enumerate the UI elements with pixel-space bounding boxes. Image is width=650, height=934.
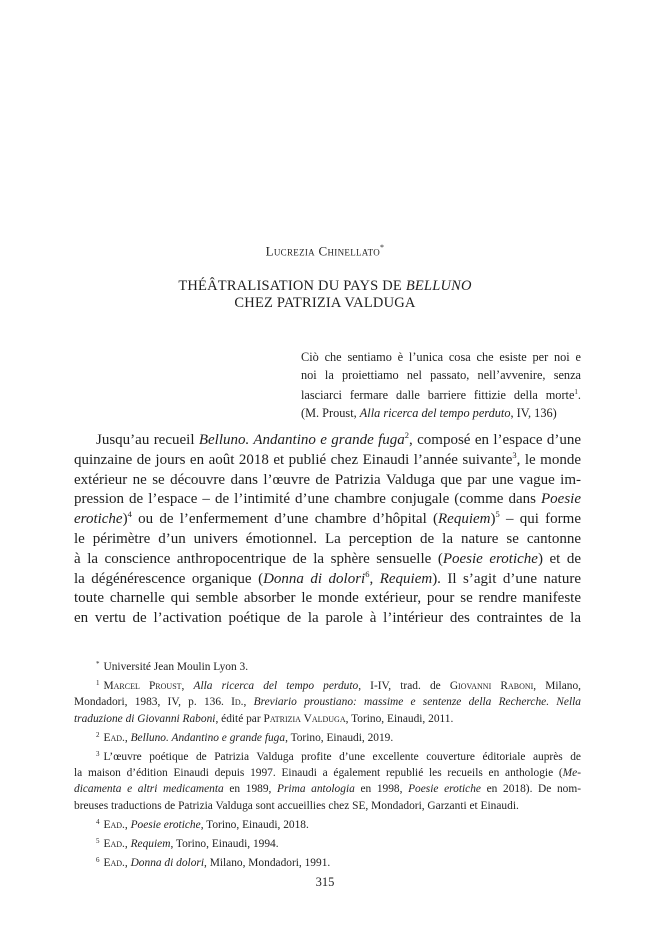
body-line: la dégénérescence organique (Donna di dolori$^6$, Requiem). Il s’agit d’une nature — [74, 568, 581, 587]
footnote-6: $^6$ Ead., Donna di dolori, Milano, Mondadori, 1991. — [96, 856, 331, 870]
epigraph — [301, 349, 581, 422]
footnote-1-cont: Mondadori, 1983, IV, p. 136. Id., Breviario proustiano: massime e sentenze della Recherche. Nella — [74, 696, 581, 709]
footnote-4: $^4$ Ead., Poesie erotiche, Torino, Einaudi, 2018. — [96, 817, 309, 831]
title-line-2: CHEZ PATRIZIA VALDUGA — [234, 295, 416, 311]
footnote-3: $^3$ L’œuvre poétique de Patrizia Valduga profite d’une excellente couverture éditoriale auprès de — [96, 750, 581, 764]
body-line: en vertu de l’activation poétique de la parole à l’intérieur des contraintes de la — [74, 610, 581, 627]
author-name: Lucrezia Chinellato* — [265, 243, 385, 259]
epigraph-line: noi la proiettiamo nel passato, nell’avvenire, senza — [301, 367, 581, 382]
page-number: 315 — [315, 875, 335, 889]
body-line: le périmètre d’un univers émotionnel. La perception de la nature se cantonne — [74, 530, 581, 547]
epigraph-citation: (M. Proust, Alla ricerca del tempo perduto, IV, 136) — [301, 405, 557, 420]
body-line: pression de l’espace – de l’intimité d’une chambre conjugale (comme dans Poesie — [74, 491, 581, 508]
footnote-1: $^1$ Marcel Proust, Alla ricerca del tempo perduto, I-IV, trad. de Giovanni Raboni, Milano, — [96, 679, 582, 693]
article-title — [0, 278, 650, 312]
body-line: erotiche)$^4$ ou de l’enfermement d’une chambre d’hôpital (Requiem)$^5$ – qui forme — [74, 509, 581, 528]
body-paragraph — [74, 431, 581, 629]
body-line: extérieur ne se découvre dans l’œuvre de Patrizia Valduga que par une vague im- — [74, 471, 581, 488]
body-line: Jusqu’au recueil Belluno. Andantino e grande fuga$^2$, composé en l’espace d’une — [96, 430, 581, 448]
footnote-3-cont: la maison d’édition Einaudi depuis 1997. Einaudi a également republié les recueils en anthologie (Me- — [74, 767, 581, 780]
footnote-5: $^5$ Ead., Requiem, Torino, Einaudi, 1994. — [96, 837, 279, 851]
title-line-1: THÉÂTRALISATION DU PAYS DE BELLUNO — [178, 278, 472, 294]
epigraph-line: Ciò che sentiamo è l’unica cosa che esiste per noi e — [301, 350, 581, 364]
author-note-marker: * — [380, 243, 385, 252]
epigraph-line: lasciarci fermare dalle barriere fittizie della morte$^1$. — [301, 388, 581, 403]
body-line: quinzaine de jours en août 2018 et publié chez Einaudi l’année suivante$^3$, le monde — [74, 449, 581, 468]
body-line: toute charnelle qui semble absorber le monde extérieur, pour se rendre manifeste — [74, 590, 581, 607]
footnote-1-cont: traduzione di Giovanni Raboni, édité par Patrizia Valduga, Torino, Einaudi, 2011. — [74, 712, 454, 725]
footnote-3-cont: breuses traductions de Patrizia Valduga sont accueillies chez SE, Mondadori, Garzanti et Einaudi. — [74, 799, 519, 812]
footnotes — [74, 656, 581, 871]
footnote-star: * Université Jean Moulin Lyon 3. — [96, 660, 249, 673]
footnote-3-cont: dicamenta e altri medicamenta en 1989, Prima antologia en 1998, Poesie erotiche en 2018). De nom- — [74, 783, 581, 796]
footnote-2: $^2$ Ead., Belluno. Andantino e grande fuga, Torino, Einaudi, 2019. — [96, 730, 394, 744]
body-line: à la conscience anthropocentrique de la sphère sensuelle (Poesie erotiche) et de — [74, 550, 582, 567]
